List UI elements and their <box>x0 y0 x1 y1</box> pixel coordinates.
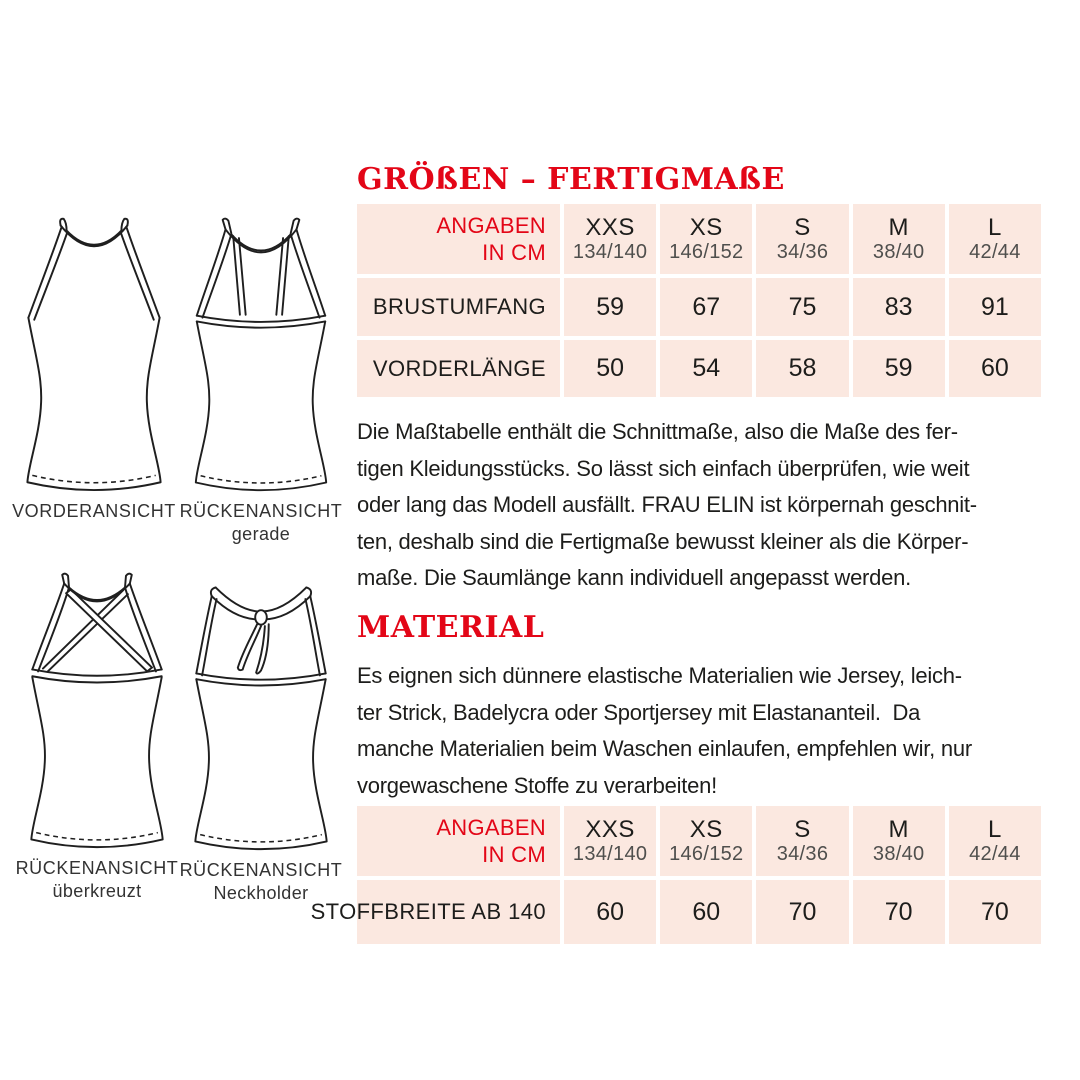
tank-top-back-straight-drawing <box>181 216 341 494</box>
table-value: 70 <box>949 880 1041 944</box>
sketch-sublabel: gerade <box>231 524 291 544</box>
sketch-label: RÜCKENANSICHT <box>179 501 343 521</box>
back-view-straight-sketch <box>179 216 343 546</box>
sketch-label: VORDERANSICHT <box>12 501 176 521</box>
row-label-stoffbreite: STOFFBREITE AB 140 <box>357 880 560 944</box>
table-value: 70 <box>853 880 945 944</box>
sketch-label: RÜCKENANSICHT <box>179 860 343 880</box>
row-label-vorderlaenge: VORDERLÄNGE <box>357 340 560 397</box>
column-header-s: S 34/36 <box>756 204 848 274</box>
column-header-xxs: XXS 134/140 <box>564 806 656 876</box>
material-section-title: MATERIAL <box>357 610 545 645</box>
material-paragraph: Es eignen sich dünnere elastische Materialien wie Jersey, leich- ter Strick, Badelycra oder Sportjersey mit Elastananteil. Da manche Materialien beim Waschen einlaufen, empfehlen wir, nur vorgewaschene Stoffe zu verarbeiten! <box>357 663 972 798</box>
sketch-sublabel: überkreuzt <box>52 881 142 901</box>
back-view-straight-caption <box>179 500 343 546</box>
table-value: 60 <box>660 880 752 944</box>
row-label-brustumfang: BRUSTUMFANG <box>357 278 560 336</box>
table-value: 50 <box>564 340 656 397</box>
table-corner-label: ANGABEN IN CM <box>357 204 560 274</box>
back-view-crossed-sketch <box>15 571 179 903</box>
table-value: 75 <box>756 278 848 336</box>
back-view-halter-sketch <box>179 573 343 905</box>
sizes-paragraph: Die Maßtabelle enthält die Schnittmaße, also die Maße des fer- tigen Kleidungsstücks. So lässt sich einfach überprüfen, wie weit oder lang das Modell ausfällt. FRAU ELIN ist körpernah geschnit- ten, deshalb sind die Fertigmaße bewusst kleiner als die Körper- maße. Die Saumlänge kann individuell angepasst werden. <box>357 419 977 590</box>
finished-measurements-table <box>357 204 1041 397</box>
table-value: 67 <box>660 278 752 336</box>
tank-top-back-halter-drawing <box>181 573 341 853</box>
front-view-sketch <box>12 210 176 523</box>
table-value: 70 <box>756 880 848 944</box>
column-header-m: M 38/40 <box>853 806 945 876</box>
sketch-label: RÜCKENANSICHT <box>15 858 179 878</box>
table-value: 54 <box>660 340 752 397</box>
table-value: 59 <box>564 278 656 336</box>
column-header-xs: XS 146/152 <box>660 806 752 876</box>
fabric-width-table <box>310 806 1041 944</box>
column-header-xxs: XXS 134/140 <box>564 204 656 274</box>
table-corner-label: ANGABEN IN CM <box>357 806 560 876</box>
sizes-section-title: GRÖßEN – FERTIGMAßE <box>357 162 785 197</box>
column-header-s: S 34/36 <box>756 806 848 876</box>
table-value: 91 <box>949 278 1041 336</box>
sketch-sublabel: Neckholder <box>213 883 309 903</box>
table-value: 59 <box>853 340 945 397</box>
tank-top-front-drawing <box>14 210 174 494</box>
column-header-l: L 42/44 <box>949 204 1041 274</box>
column-header-m: M 38/40 <box>853 204 945 274</box>
column-header-xs: XS 146/152 <box>660 204 752 274</box>
table-value: 83 <box>853 278 945 336</box>
column-header-l: L 42/44 <box>949 806 1041 876</box>
table-value: 60 <box>949 340 1041 397</box>
back-view-crossed-caption <box>15 857 179 903</box>
table-value: 60 <box>564 880 656 944</box>
table-value: 58 <box>756 340 848 397</box>
tank-top-back-crossed-drawing <box>17 571 177 851</box>
front-view-caption <box>12 500 176 523</box>
